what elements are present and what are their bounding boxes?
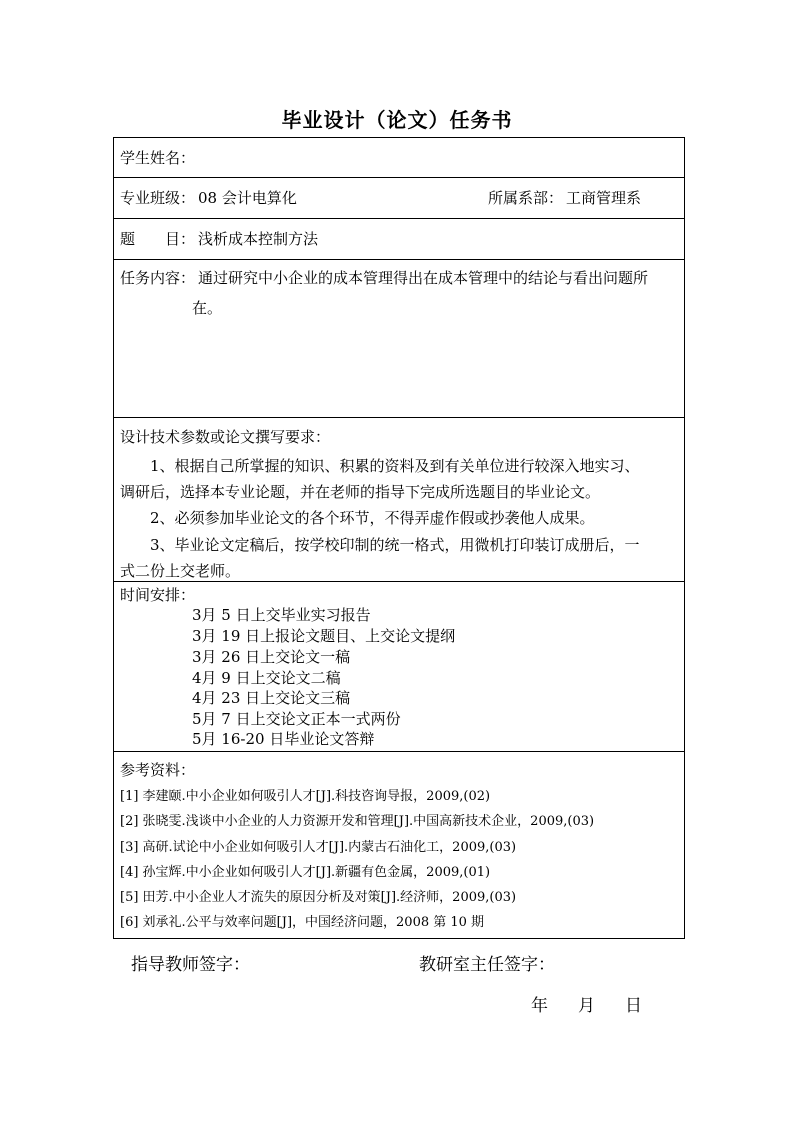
reference-item: [4] 孙宝辉.中小企业如何吸引人才[J].新疆有色金属，2009,(01) (120, 865, 491, 880)
department-value: 工商管理系 (566, 189, 642, 207)
schedule-heading: 时间安排： (120, 586, 196, 604)
schedule-item: 3月 26 日上交论文一稿 (192, 648, 351, 666)
schedule-item: 4月 23 日上交论文三稿 (192, 689, 351, 707)
reference-item: [3] 高研.试论中小企业如何吸引人才[J].内蒙古石油化工，2009,(03) (120, 840, 517, 855)
topic-value: 浅析成本控制方法 (198, 230, 319, 248)
requirement-1-line-2: 调研后，选择本专业论题，并在老师的指导下完成所选题目的毕业论文。 (120, 483, 601, 501)
requirement-1-line-1: 1、根据自己所掌握的知识、积累的资料及到有关单位进行较深入地实习、 (150, 457, 640, 475)
task-content-label: 任务内容： (120, 269, 196, 287)
schedule-row (114, 582, 684, 752)
class-row (114, 178, 684, 219)
task-content-line-2: 在。 (192, 299, 223, 317)
requirement-2: 2、必须参加毕业论文的各个环节，不得弄虚作假或抄袭他人成果。 (150, 509, 595, 527)
references-row (114, 752, 684, 938)
advisor-signature-label: 指导教师签字： (131, 955, 250, 975)
requirement-3-line-2: 式二份上交老师。 (120, 562, 241, 580)
date-year-label: 年 (531, 996, 548, 1016)
reference-item: [1] 李建颐.中小企业如何吸引人才[J].科技咨询导报，2009,(02) (120, 789, 491, 804)
schedule-item: 4月 9 日上交论文二稿 (192, 669, 341, 687)
director-signature-label: 教研室主任签字： (419, 955, 555, 975)
reference-item: [5] 田芳.中小企业人才流失的原因分析及对策[J].经济师，2009,(03) (120, 890, 517, 905)
task-table (113, 137, 685, 939)
requirements-heading: 设计技术参数或论文撰写要求： (120, 428, 331, 446)
student-row (114, 138, 684, 178)
topic-row (114, 219, 684, 260)
requirements-row (114, 418, 684, 582)
schedule-item: 3月 19 日上报论文题目、上交论文提纲 (192, 627, 456, 645)
schedule-item: 3月 5 日上交毕业实习报告 (192, 606, 371, 624)
topic-label: 题 目： (120, 230, 196, 248)
requirement-3-line-1: 3、毕业论文定稿后，按学校印制的统一格式，用微机打印装订成册后，一 (150, 536, 640, 554)
date-month-label: 月 (578, 996, 595, 1016)
date-day-label: 日 (625, 996, 642, 1016)
department-label: 所属系部： (488, 189, 564, 207)
document-title: 毕业设计（论文）任务书 (281, 108, 513, 132)
task-content-row (114, 260, 684, 418)
schedule-item: 5月 7 日上交论文正本一式两份 (192, 710, 401, 728)
task-content-line-1: 通过研究中小企业的成本管理得出在成本管理中的结论与看出问题所 (198, 269, 649, 287)
reference-item: [2] 张晓雯.浅谈中小企业的人力资源开发和管理[J].中国高新技术企业，2009,(03) (120, 814, 595, 829)
student-name-label: 学生姓名： (120, 149, 196, 167)
schedule-item: 5月 16-20 日毕业论文答辩 (192, 730, 375, 748)
class-value: 08 会计电算化 (198, 189, 297, 207)
reference-item: [6] 刘承礼.公平与效率问题[J]，中国经济问题，2008 第 10 期 (120, 915, 485, 930)
class-label: 专业班级： (120, 189, 196, 207)
references-heading: 参考资料： (120, 761, 196, 779)
